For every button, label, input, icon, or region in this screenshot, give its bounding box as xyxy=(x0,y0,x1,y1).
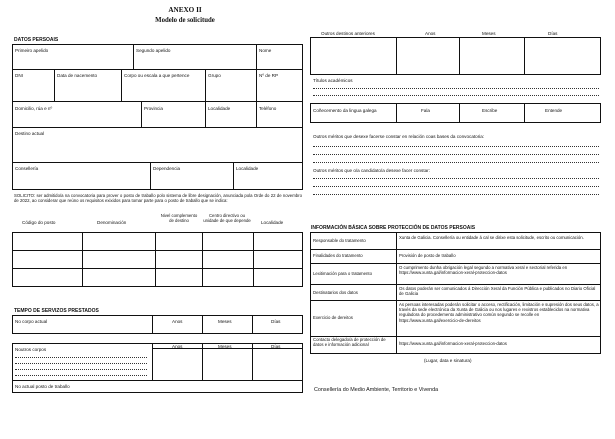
other-months-label: Meses xyxy=(218,344,232,349)
current-destination-field[interactable]: Destino actual xyxy=(15,131,45,136)
speaks-checkbox[interactable]: Fala xyxy=(421,108,430,113)
destinations-months-label: Meses xyxy=(482,31,496,36)
academic-titles-label: Títulos académicos xyxy=(313,78,353,83)
department-field[interactable]: Consellería xyxy=(15,166,39,171)
form-title: Modelo de solicitude xyxy=(155,17,215,24)
destinations-years-label: Anos xyxy=(425,31,436,36)
signature-label: (Lugar, data e sinatura) xyxy=(424,358,472,363)
birth-date-field[interactable]: Data de nacemento xyxy=(57,73,98,78)
destinations-days-label: Días xyxy=(548,31,558,36)
dpo-contact-label: Contacto delegado/a de protección de datos e información adicional xyxy=(313,337,386,348)
dpo-contact-value: https://www.xunta.gal/informacion-xeral-proteccion-datos xyxy=(399,341,507,346)
province-field[interactable]: Provincia xyxy=(144,106,163,111)
other-bodies-label: Noutros corpos xyxy=(15,347,47,352)
solicito-text: SOLICITO: ser admitido/a na convocatoria para prover o posto de traballo polo sistema de libre designación, anunciada pola Orde do 22 de novembro de 2022, ao considerar que reúno os requisitos exixidos para tomar parte para o posto de traballo que se indica: xyxy=(14,193,302,204)
understands-checkbox[interactable]: Entende xyxy=(545,108,563,113)
galician-box xyxy=(310,103,601,123)
recipients-label: Destinatarios dos datos xyxy=(313,290,358,295)
addressee-text: Consellería do Medio Ambiente, Territorio e Vivenda xyxy=(314,387,439,393)
annex-title: ANEXO II xyxy=(168,6,202,14)
group-field[interactable]: Grupo xyxy=(208,73,221,78)
other-data-label: Outros méritos que o/a candidato/a desexe facer constar: xyxy=(313,168,430,173)
other-days-label: Días xyxy=(271,344,281,349)
privacy-title: INFORMACIÓN BÁSICA SOBRE PROTECCIÓN DE DATOS PERSOAIS xyxy=(311,225,476,231)
service-time-title: TEMPO DE SERVIZOS PRESTADOS xyxy=(14,308,99,314)
dni-field[interactable]: DNI xyxy=(15,73,23,78)
locality-field[interactable]: Localidade xyxy=(208,106,231,111)
first-surname-field[interactable]: Primeiro apelido xyxy=(15,48,49,53)
current-body-row xyxy=(12,315,303,334)
current-years-label: Anos xyxy=(172,319,183,324)
legitimation-label: Lexitimación para o tratamento xyxy=(313,271,372,276)
second-surname-field[interactable]: Segundo apelido xyxy=(136,48,171,53)
personal-section-title: DATOS PERSOAIS xyxy=(14,37,59,43)
purposes-label: Finalidades do tratamento xyxy=(313,253,363,258)
responsible-value: Xunta de Galicia. Consellería ou entidade á cal se dirixe esta solicitude, escrito ou comunicación. xyxy=(399,235,584,240)
other-merits-label: Outros méritos que desexe facerse constar en relación coas bases da convocatoria: xyxy=(313,134,485,139)
center-header: Centro directivo ou unidade de que depende xyxy=(203,213,251,224)
dependency-field[interactable]: Dependencia xyxy=(153,166,181,171)
level-header: Nivel complemento de destino xyxy=(160,213,198,224)
legitimation-value: O cumprimento dunha obrigación legal segundo a normativa xeral e sectorial referida en https://www.xunta.gal/informacion-xeral-proteccion-datos xyxy=(399,265,568,276)
posts-table xyxy=(12,232,303,287)
other-destinations-box xyxy=(310,37,601,75)
current-months-label: Meses xyxy=(218,319,232,324)
post-name-header: Denominación xyxy=(97,220,127,225)
current-days-label: Días xyxy=(271,319,281,324)
recipients-value: Os datos poderán ser comunicados á Dirección Xeral da Función Pública e publicados no Diario Oficial de Galicia xyxy=(399,286,596,297)
galician-label: Coñecemento da lingua galega xyxy=(313,108,377,113)
address-field[interactable]: Domicilio, rúa e nº xyxy=(15,106,53,111)
rp-number-field[interactable]: Nº de RP xyxy=(259,73,279,78)
rights-label: Exercicio de dereitos xyxy=(313,315,353,320)
writes-checkbox[interactable]: Escribe xyxy=(482,108,498,113)
current-post-label: No actual posto de traballo xyxy=(15,384,70,389)
purposes-value: Provisión de posto de traballo xyxy=(399,253,456,258)
other-destinations-label: Outros destinos anteriores xyxy=(321,31,375,36)
phone-field[interactable]: Teléfono xyxy=(259,106,277,111)
name-field[interactable]: Nome xyxy=(259,48,272,53)
post-locality-header: Localidade xyxy=(261,220,284,225)
post-code-header: Código do posto xyxy=(22,220,56,225)
body-scale-field[interactable]: Corpo ou escala a que pertence xyxy=(124,73,190,78)
current-body-label: No corpo actual xyxy=(15,319,48,324)
rights-value: As persoas interesadas poderán solicitar o acceso, rectificación, limitación e supresión dos seus datos, a través da sede electrónica da Xunta de Galicia ou nos lugares e rexistros establecidos na normativa reguladora do procedemento administrativo común segundo se recolle en https://www.xunta.gal/exercicio-de-dereitos xyxy=(399,302,599,323)
responsible-label: Responsable do tratamento xyxy=(313,238,366,243)
other-years-label: Anos xyxy=(172,344,183,349)
dest-locality-field[interactable]: Localidade xyxy=(236,166,259,171)
